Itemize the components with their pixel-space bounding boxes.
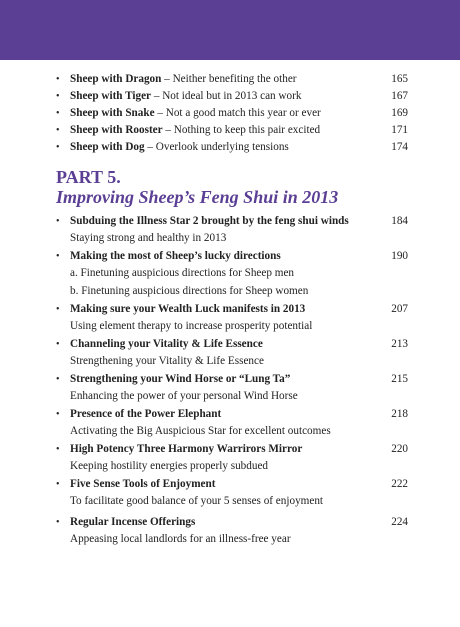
entry-title: Sheep with Snake — [70, 107, 155, 119]
page-number: 215 — [391, 373, 408, 385]
page-number: 222 — [391, 478, 408, 490]
entry-subtitle: Appeasing local landlords for an illness-free year — [70, 533, 291, 545]
section-list — [56, 213, 408, 548]
bullet-icon: • — [56, 304, 60, 315]
entry-description: – Overlook underlying tensions — [144, 141, 289, 153]
toc-entry[interactable] — [56, 301, 408, 318]
entry-subtitle: Keeping hostility energies properly subdued — [70, 460, 269, 472]
entry-description: – Not ideal but in 2013 can work — [151, 90, 302, 102]
page-number: 207 — [391, 303, 408, 315]
bullet-icon: • — [56, 251, 60, 262]
toc-entry[interactable] — [56, 336, 408, 353]
entry-description: – Neither benefiting the other — [161, 73, 297, 85]
page-number: 220 — [391, 443, 408, 455]
toc-entry[interactable] — [56, 248, 408, 265]
bullet-icon: • — [56, 517, 60, 528]
toc-entry[interactable] — [56, 371, 408, 388]
page-number: 224 — [391, 516, 408, 528]
entry-title: Regular Incense Offerings — [70, 516, 196, 528]
toc-entry[interactable] — [56, 514, 408, 531]
page-number: 190 — [391, 250, 408, 262]
part-label: PART 5. — [56, 167, 121, 187]
entry-title: Making sure your Wealth Luck manifests in 2013 — [70, 303, 306, 315]
page-number: 218 — [391, 408, 408, 420]
page-number: 165 — [391, 73, 408, 85]
entry-title: Making the most of Sheep’s lucky directions — [70, 250, 281, 262]
entry-subtitle: a. Finetuning auspicious directions for Sheep men — [70, 267, 295, 279]
toc-entry[interactable] — [56, 213, 408, 230]
bullet-icon: • — [56, 91, 60, 102]
toc-entry[interactable] — [56, 476, 408, 493]
entry-subtitle: b. Finetuning auspicious directions for Sheep women — [70, 285, 309, 297]
part-title: Improving Sheep’s Feng Shui in 2013 — [56, 187, 339, 207]
entry-subtitle: Strengthening your Vitality & Life Essence — [70, 355, 264, 367]
page-number: 184 — [391, 215, 408, 227]
bullet-icon: • — [56, 444, 60, 455]
entry-title: Five Sense Tools of Enjoyment — [70, 478, 216, 490]
toc-entry[interactable] — [56, 71, 408, 88]
entry-subtitle: To facilitate good balance of your 5 senses of enjoyment — [70, 495, 324, 507]
entry-title: Sheep with Dragon — [70, 73, 162, 85]
bullet-icon: • — [56, 409, 60, 420]
entry-title: Sheep with Tiger — [70, 90, 152, 102]
match-list — [56, 71, 408, 156]
entry-title: Channeling your Vitality & Life Essence — [70, 338, 263, 350]
entry-description: – Nothing to keep this pair excited — [162, 124, 321, 136]
page-number: 174 — [391, 141, 408, 153]
entry-title: Presence of the Power Elephant — [70, 408, 222, 420]
page-number: 167 — [391, 90, 408, 102]
entry-title: Sheep with Rooster — [70, 124, 163, 136]
page-number: 213 — [391, 338, 408, 350]
header-band — [0, 0, 460, 60]
toc-entry[interactable] — [56, 441, 408, 458]
page-number: 169 — [391, 107, 408, 119]
toc-entry[interactable] — [56, 88, 408, 105]
bullet-icon: • — [56, 74, 60, 85]
page-number: 171 — [391, 124, 408, 136]
table-of-contents — [56, 71, 408, 549]
toc-entry[interactable] — [56, 105, 408, 122]
entry-description: – Not a good match this year or ever — [154, 107, 321, 119]
entry-subtitle: Enhancing the power of your personal Wind Horse — [70, 390, 298, 402]
toc-entry[interactable] — [56, 139, 408, 156]
entry-title: Strengthening your Wind Horse or “Lung Ta” — [70, 373, 291, 385]
entry-title: Sheep with Dog — [70, 141, 145, 153]
bullet-icon: • — [56, 374, 60, 385]
bullet-icon: • — [56, 216, 60, 227]
entry-subtitle: Using element therapy to increase prosperity potential — [70, 320, 313, 332]
bullet-icon: • — [56, 339, 60, 350]
entry-subtitle: Staying strong and healthy in 2013 — [70, 232, 227, 244]
entry-subtitle: Activating the Big Auspicious Star for excellent outcomes — [70, 425, 331, 437]
entry-title: High Potency Three Harmony Warrirors Mirror — [70, 443, 303, 455]
toc-entry[interactable] — [56, 406, 408, 423]
bullet-icon: • — [56, 108, 60, 119]
entry-title: Subduing the Illness Star 2 brought by the feng shui winds — [70, 215, 349, 227]
toc-entry[interactable] — [56, 122, 408, 139]
bullet-icon: • — [56, 125, 60, 136]
bullet-icon: • — [56, 142, 60, 153]
bullet-icon: • — [56, 479, 60, 490]
